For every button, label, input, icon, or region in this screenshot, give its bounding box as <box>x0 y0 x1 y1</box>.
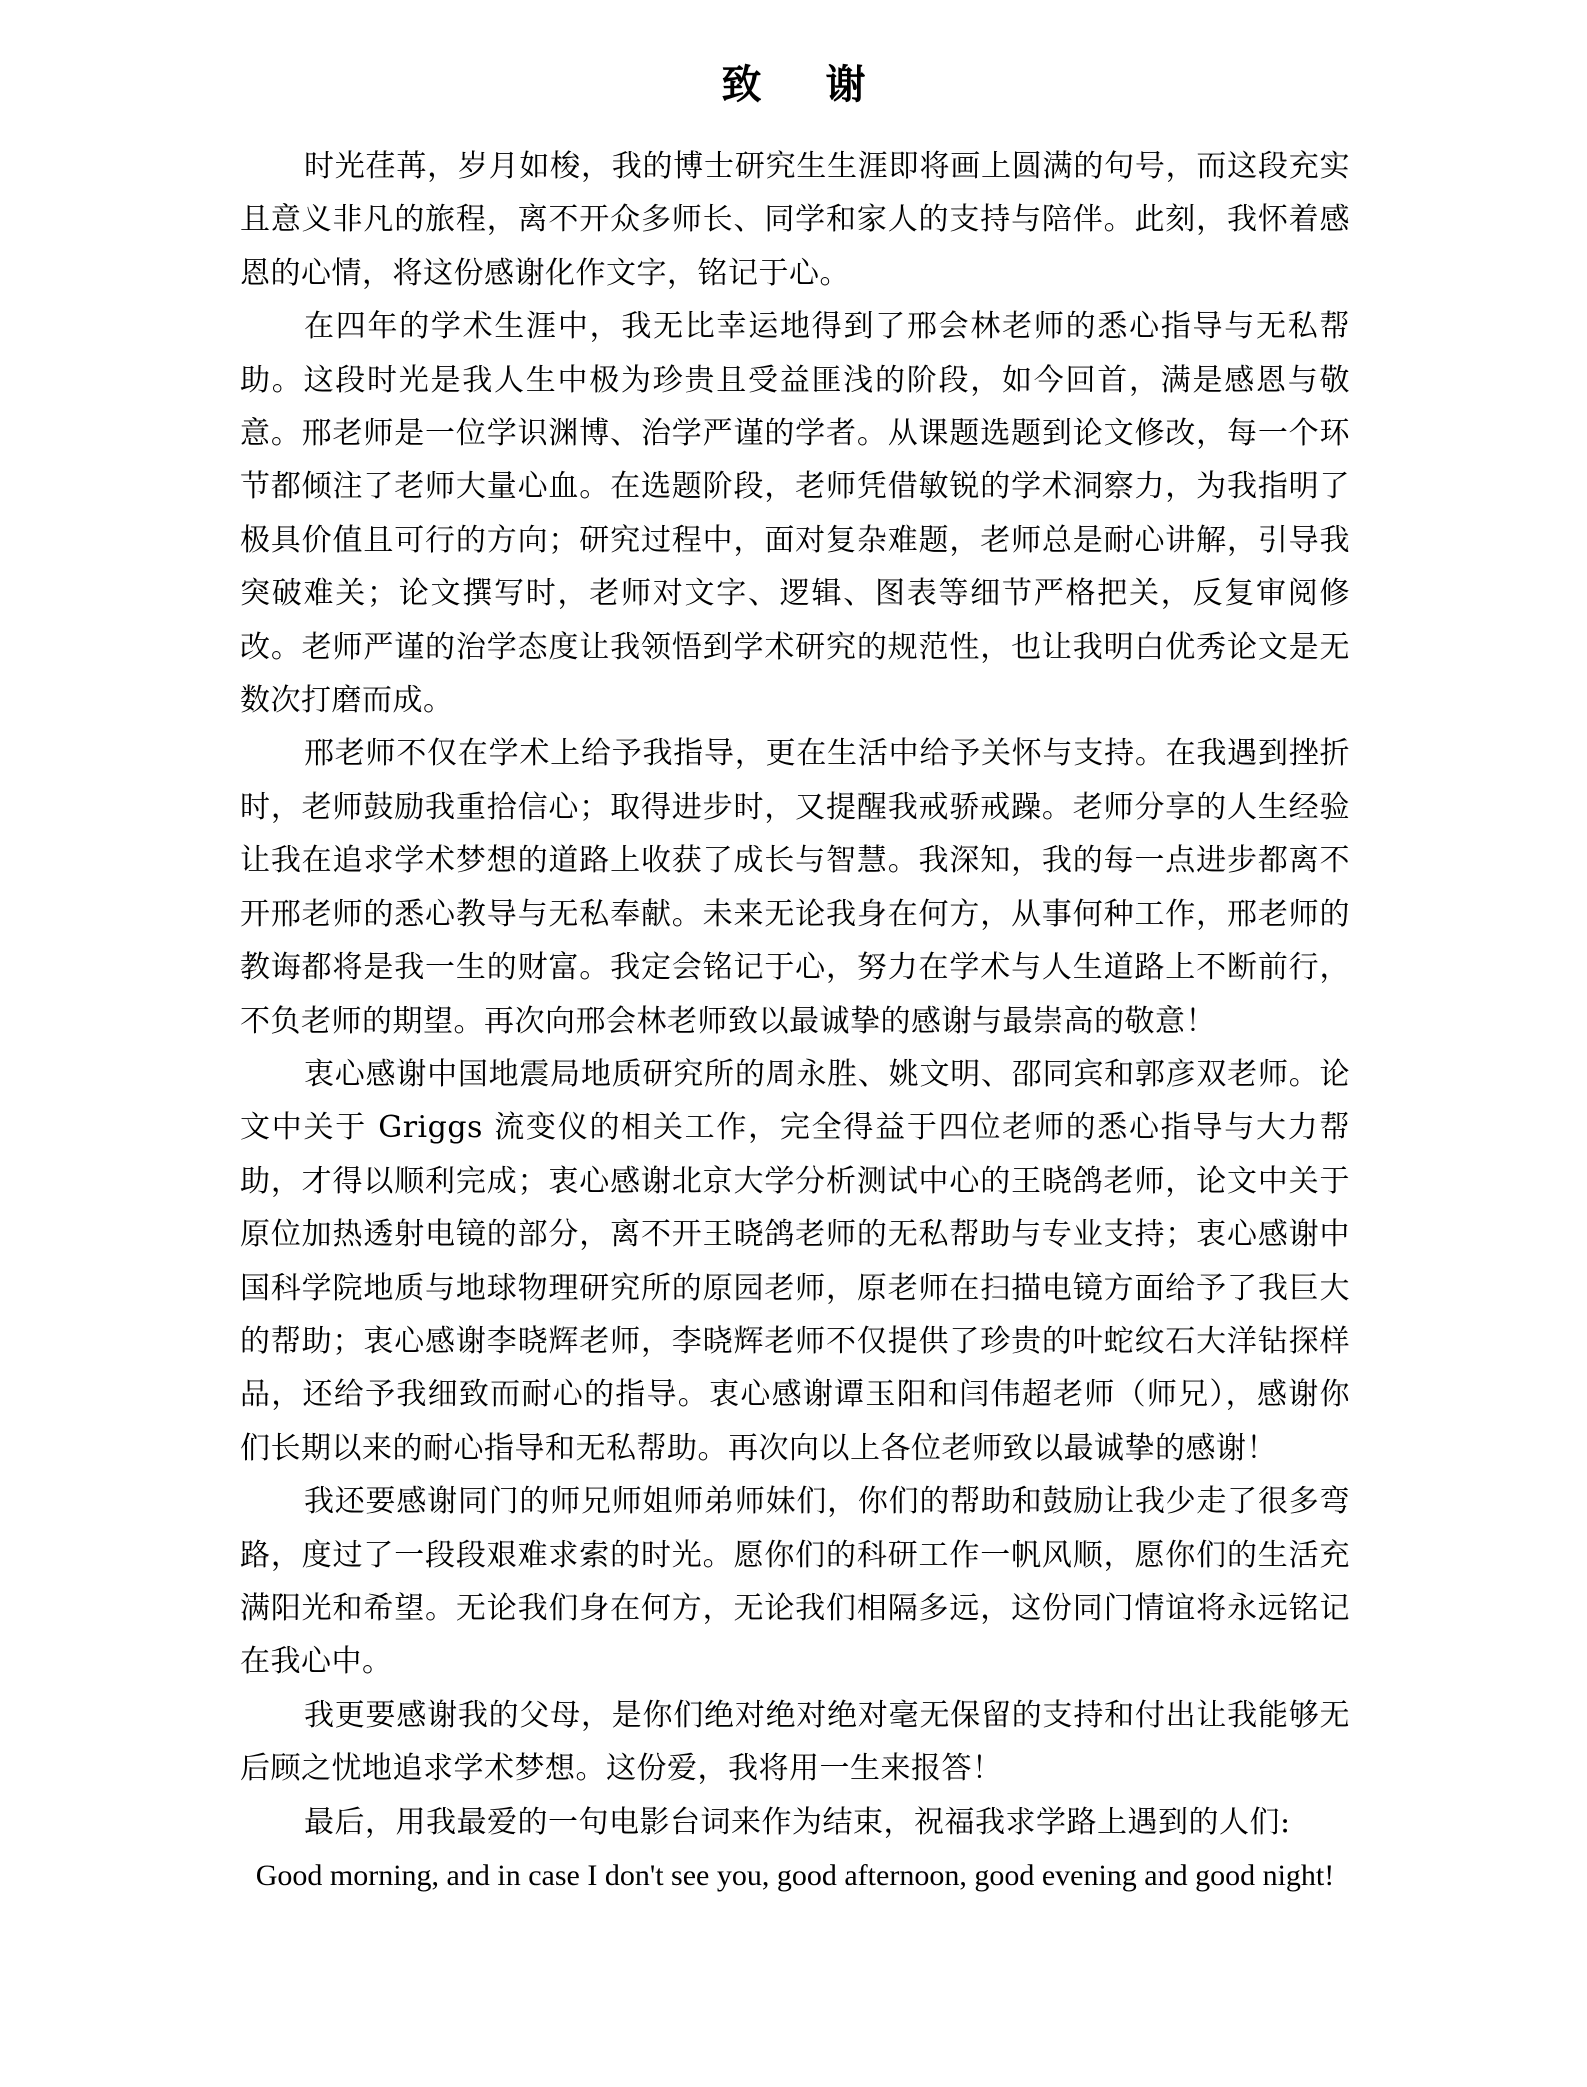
document-body <box>240 140 1350 1902</box>
paragraph-advisor-academic: 在四年的学术生涯中，我无比幸运地得到了邢会林老师的悉心指导与无私帮助。这段时光是我人生中极为珍贵且受益匪浅的阶段，如今回首，满是感恩与敬意。邢老师是一位学识渊博、治学严谨的学者。从课题选题到论文修改，每一个环节都倾注了老师大量心血。在选题阶段，老师凭借敏锐的学术洞察力，为我指明了极具价值且可行的方向；研究过程中，面对复杂难题，老师总是耐心讲解，引导我突破难关；论文撰写时，老师对文字、逻辑、图表等细节严格把关，反复审阅修改。老师严谨的治学态度让我领悟到学术研究的规范性，也让我明白优秀论文是无数次打磨而成。 <box>240 309 1350 719</box>
paragraph-intro: 时光荏苒，岁月如梭，我的博士研究生生涯即将画上圆满的句号，而这段充实且意义非凡的旅程，离不开众多师长、同学和家人的支持与陪伴。此刻，我怀着感恩的心情，将这份感谢化作文字，铭记于心。 <box>240 149 1350 291</box>
paragraph-other-teachers: 衷心感谢中国地震局地质研究所的周永胜、姚文明、邵同宾和郭彦双老师。论文中关于 Griggs 流变仪的相关工作，完全得益于四位老师的悉心指导与大力帮助，才得以顺利完成；衷心感谢北京大学分析测试中心的王晓鸽老师，论文中关于原位加热透射电镜的部分，离不开王晓鸽老师的无私帮助与专业支持；衷心感谢中国科学院地质与地球物理研究所的原园老师，原老师在扫描电镜方面给予了我巨大的帮助；衷心感谢李晓辉老师，李晓辉老师不仅提供了珍贵的叶蛇纹石大洋钻探样品，还给予我细致而耐心的指导。衷心感谢谭玉阳和闫伟超老师（师兄），感谢你们长期以来的耐心指导和无私帮助。再次向以上各位老师致以最诚挚的感谢！ <box>240 1056 1350 1466</box>
paragraph-final: 最后，用我最爱的一句电影台词来作为结束，祝福我求学路上遇到的人们: <box>304 1804 1291 1840</box>
page-title: 致谢 <box>721 61 930 108</box>
closing-quote: Good morning, and in case I don't see you, good afternoon, good evening and good night! <box>255 1859 1335 1892</box>
paragraph-advisor-life: 邢老师不仅在学术上给予我指导，更在生活中给予关怀与支持。在我遇到挫折时，老师鼓励我重拾信心；取得进步时，又提醒我戒骄戒躁。老师分享的人生经验让我在追求学术梦想的道路上收获了成长与智慧。我深知，我的每一点进步都离不开邢老师的悉心教导与无私奉献。未来无论我身在何方，从事何种工作，邢老师的教诲都将是我一生的财富。我定会铭记于心，努力在学术与人生道路上不断前行，不负老师的期望。再次向邢会林老师致以最诚挚的感谢与最崇高的敬意！ <box>240 736 1350 1039</box>
paragraph-classmates: 我还要感谢同门的师兄师姐师弟师妹们，你们的帮助和鼓励让我少走了很多弯路，度过了一段段艰难求索的时光。愿你们的科研工作一帆风顺，愿你们的生活充满阳光和希望。无论我们身在何方，无论我们相隔多远，这份同门情谊将永远铭记在我心中。 <box>240 1484 1350 1680</box>
paragraph-parents: 我更要感谢我的父母，是你们绝对绝对绝对毫无保留的支持和付出让我能够无后顾之忧地追求学术梦想。这份爱，我将用一生来报答！ <box>240 1697 1350 1787</box>
